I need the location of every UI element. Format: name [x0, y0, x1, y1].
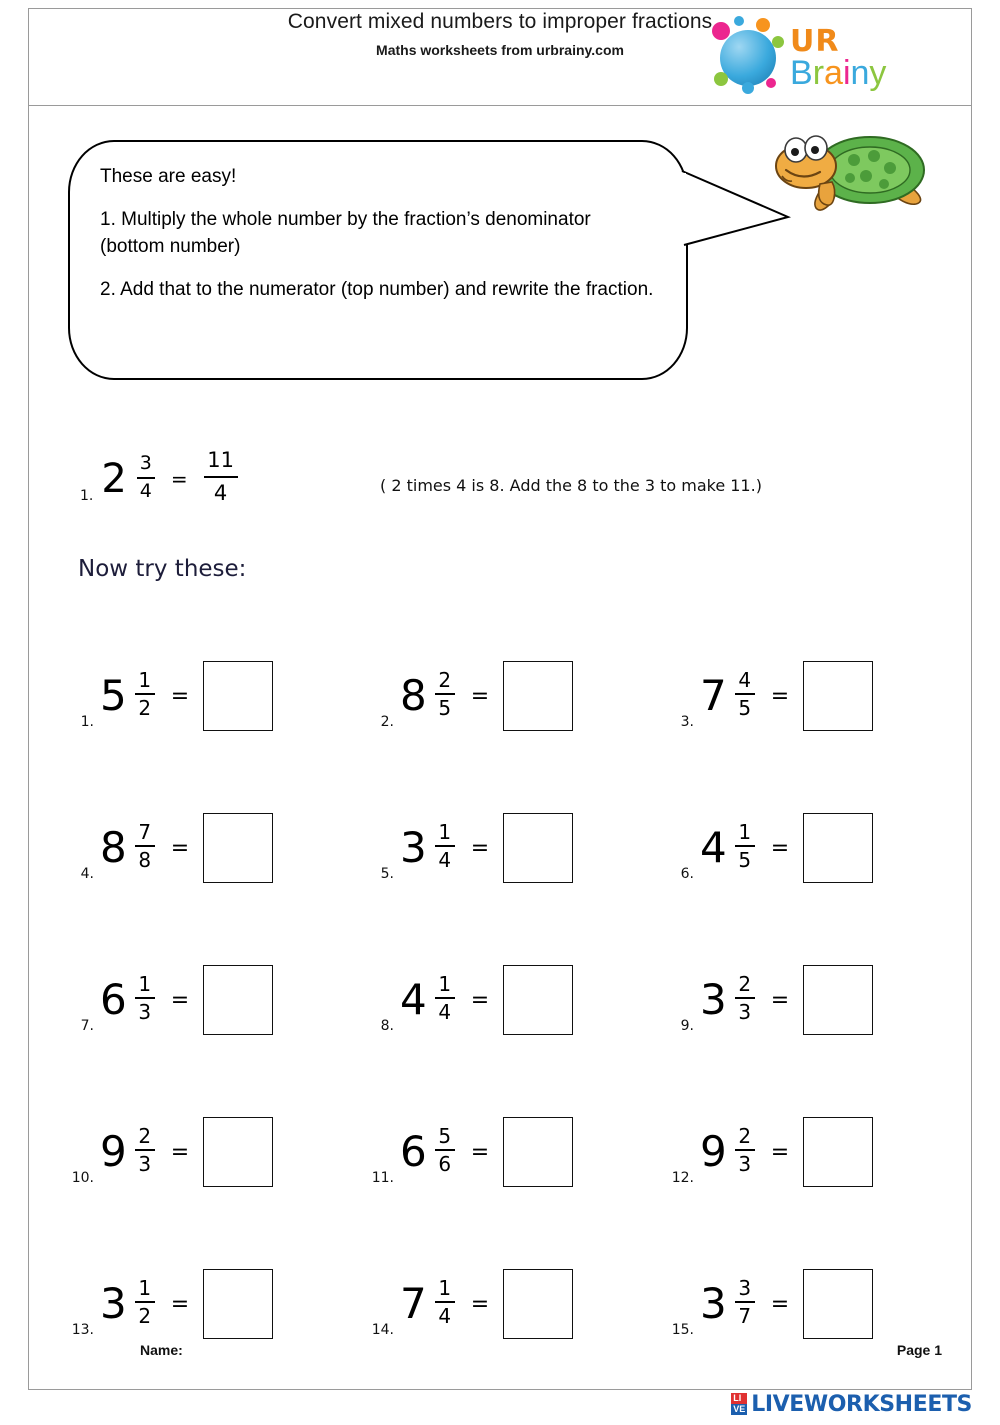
urbrainy-logo [712, 16, 942, 96]
question-denominator: 4 [438, 999, 452, 1024]
question-fraction [735, 973, 755, 1023]
question-number: 4. [80, 866, 94, 882]
equals-sign: = [470, 683, 490, 709]
page-subtitle: Maths worksheets from urbrainy.com [376, 42, 624, 58]
answer-input-3[interactable] [803, 661, 873, 731]
question-denominator: 4 [438, 1303, 452, 1328]
question-item [660, 924, 960, 1076]
equals-sign: = [170, 1291, 190, 1317]
fraction-bar [735, 1149, 755, 1151]
equals-sign: = [770, 1139, 790, 1165]
fraction-bar [435, 845, 455, 847]
equals-sign: = [470, 987, 490, 1013]
example-answer-fraction-bar [204, 476, 238, 478]
answer-input-12[interactable] [803, 1117, 873, 1187]
question-row [60, 924, 960, 1076]
logo-bubble-orange-icon [756, 18, 770, 32]
now-try-these-heading: Now try these: [78, 556, 247, 582]
speech-bubble-tail [680, 165, 810, 255]
question-whole-number: 8 [100, 823, 127, 872]
question-number: 1. [80, 714, 94, 730]
question-numerator: 1 [438, 819, 452, 844]
question-numerator: 1 [138, 667, 152, 692]
fraction-bar [135, 693, 155, 695]
badge-mark-top: LI [731, 1393, 747, 1404]
question-denominator: 4 [438, 847, 452, 872]
question-denominator: 2 [138, 695, 152, 720]
question-item [660, 1076, 960, 1228]
question-item [360, 620, 660, 772]
equals-sign: = [770, 1291, 790, 1317]
fraction-bar [135, 1149, 155, 1151]
question-fraction [735, 821, 755, 871]
question-item [360, 1076, 660, 1228]
question-fraction [435, 1277, 455, 1327]
logo-bubble-green2-icon [714, 72, 728, 86]
question-number: 12. [671, 1170, 694, 1186]
questions-grid [60, 620, 960, 1380]
question-number: 8. [380, 1018, 394, 1034]
question-number: 13. [71, 1322, 94, 1338]
question-number: 2. [380, 714, 394, 730]
example-note: ( 2 times 4 is 8. Add the 8 to the 3 to make 11.) [380, 476, 762, 495]
question-whole-number: 7 [700, 671, 727, 720]
question-fraction [735, 669, 755, 719]
answer-input-13[interactable] [203, 1269, 273, 1339]
question-fraction [735, 1277, 755, 1327]
answer-input-7[interactable] [203, 965, 273, 1035]
question-whole-number: 3 [400, 823, 427, 872]
question-row [60, 1076, 960, 1228]
fraction-bar [735, 693, 755, 695]
liveworksheets-badge[interactable] [731, 1391, 972, 1417]
example-answer-numerator: 11 [207, 448, 234, 472]
question-whole-number: 6 [100, 975, 127, 1024]
question-whole-number: 5 [100, 671, 127, 720]
fraction-bar [735, 845, 755, 847]
fraction-bar [435, 693, 455, 695]
liveworksheets-text: LIVEWORKSHEETS [751, 1391, 972, 1417]
logo-bubble-main-icon [720, 30, 776, 86]
equals-sign: = [770, 987, 790, 1013]
question-numerator: 1 [438, 1275, 452, 1300]
question-numerator: 1 [138, 1275, 152, 1300]
question-numerator: 2 [738, 971, 752, 996]
question-whole-number: 9 [700, 1127, 727, 1176]
question-denominator: 3 [138, 1151, 152, 1176]
question-item [660, 772, 960, 924]
question-numerator: 5 [438, 1123, 452, 1148]
equals-sign: = [470, 1139, 490, 1165]
instruction-line-3: 2. Add that to the numerator (top number) and rewrite the fraction. [100, 278, 654, 300]
question-whole-number: 4 [400, 975, 427, 1024]
question-number: 14. [371, 1322, 394, 1338]
answer-input-2[interactable] [503, 661, 573, 731]
question-whole-number: 3 [100, 1279, 127, 1328]
question-numerator: 2 [138, 1123, 152, 1148]
logo-ur-label: UR [790, 24, 840, 59]
question-denominator: 8 [138, 847, 152, 872]
example-whole-number: 2 [101, 455, 127, 502]
question-numerator: 2 [738, 1123, 752, 1148]
fraction-bar [735, 1301, 755, 1303]
question-numerator: 1 [738, 819, 752, 844]
fraction-bar [135, 1301, 155, 1303]
question-number: 7. [80, 1018, 94, 1034]
answer-input-5[interactable] [503, 813, 573, 883]
question-fraction [435, 821, 455, 871]
answer-input-8[interactable] [503, 965, 573, 1035]
question-numerator: 1 [438, 971, 452, 996]
question-numerator: 3 [738, 1275, 752, 1300]
question-item [60, 772, 360, 924]
question-denominator: 6 [438, 1151, 452, 1176]
question-item [60, 1228, 360, 1380]
question-denominator: 5 [738, 695, 752, 720]
question-number: 5. [380, 866, 394, 882]
example-numerator: 3 [139, 452, 152, 475]
equals-sign: = [170, 683, 190, 709]
answer-input-11[interactable] [503, 1117, 573, 1187]
question-denominator: 3 [738, 1151, 752, 1176]
instructions-speech-bubble [68, 140, 688, 380]
question-denominator: 5 [438, 695, 452, 720]
question-item [60, 924, 360, 1076]
question-item [60, 1076, 360, 1228]
question-fraction [435, 1125, 455, 1175]
question-fraction [435, 669, 455, 719]
logo-brainy-text: Brainy [790, 54, 887, 92]
logo-bubble-blue-small-icon [734, 16, 744, 26]
answer-input-10[interactable] [203, 1117, 273, 1187]
question-item [60, 620, 360, 772]
badge-mark-bottom: VE [733, 1404, 746, 1414]
example-number: 1. [80, 487, 94, 504]
answer-input-9[interactable] [803, 965, 873, 1035]
question-denominator: 3 [738, 999, 752, 1024]
question-row [60, 620, 960, 772]
fraction-bar [135, 997, 155, 999]
answer-input-6[interactable] [803, 813, 873, 883]
equals-sign: = [470, 1291, 490, 1317]
equals-sign: = [170, 987, 190, 1013]
question-whole-number: 8 [400, 671, 427, 720]
example-answer-fraction [204, 448, 238, 506]
question-fraction [435, 973, 455, 1023]
question-denominator: 2 [138, 1303, 152, 1328]
example-fraction-bar [137, 477, 155, 479]
page-number-label: Page 1 [896, 1342, 942, 1358]
fraction-bar [435, 1149, 455, 1151]
question-whole-number: 7 [400, 1279, 427, 1328]
question-numerator: 1 [138, 971, 152, 996]
logo-bubble-pink2-icon [766, 78, 776, 88]
header-divider [29, 105, 971, 106]
equals-sign: = [770, 683, 790, 709]
question-whole-number: 4 [700, 823, 727, 872]
instruction-line-2: 1. Multiply the whole number by the fraction’s denominator (bottom number) [100, 208, 591, 257]
question-numerator: 4 [738, 667, 752, 692]
answer-input-15[interactable] [803, 1269, 873, 1339]
logo-bubble-blue2-icon [742, 82, 754, 94]
question-numerator: 2 [438, 667, 452, 692]
fraction-bar [735, 997, 755, 999]
question-fraction [735, 1125, 755, 1175]
question-item [360, 924, 660, 1076]
question-fraction [135, 973, 155, 1023]
equals-sign: = [770, 835, 790, 861]
question-row [60, 772, 960, 924]
question-row [60, 1228, 960, 1380]
question-whole-number: 3 [700, 1279, 727, 1328]
question-whole-number: 9 [100, 1127, 127, 1176]
liveworksheets-mark-icon [731, 1393, 747, 1415]
instruction-line-1: These are easy! [100, 166, 237, 187]
question-item [360, 1228, 660, 1380]
question-number: 6. [680, 866, 694, 882]
question-numerator: 7 [138, 819, 152, 844]
question-item [660, 620, 960, 772]
question-fraction [135, 821, 155, 871]
answer-input-4[interactable] [203, 813, 273, 883]
question-whole-number: 6 [400, 1127, 427, 1176]
answer-input-1[interactable] [203, 661, 273, 731]
question-number: 11. [371, 1170, 394, 1186]
question-number: 15. [671, 1322, 694, 1338]
question-number: 9. [680, 1018, 694, 1034]
answer-input-14[interactable] [503, 1269, 573, 1339]
fraction-bar [435, 1301, 455, 1303]
question-fraction [135, 1125, 155, 1175]
equals-sign: = [170, 1139, 190, 1165]
example-equals-sign: = [170, 466, 188, 491]
equals-sign: = [170, 835, 190, 861]
page-title: Convert mixed numbers to improper fractions [287, 10, 713, 33]
question-denominator: 5 [738, 847, 752, 872]
question-denominator: 3 [138, 999, 152, 1024]
question-fraction [135, 669, 155, 719]
question-whole-number: 3 [700, 975, 727, 1024]
fraction-bar [135, 845, 155, 847]
question-fraction [135, 1277, 155, 1327]
question-denominator: 7 [738, 1303, 752, 1328]
equals-sign: = [470, 835, 490, 861]
example-denominator: 4 [139, 479, 152, 502]
name-label: Name: [140, 1342, 183, 1358]
worked-example [80, 448, 940, 518]
question-item [360, 772, 660, 924]
example-fraction [137, 453, 155, 502]
fraction-bar [435, 997, 455, 999]
example-answer-denominator: 4 [213, 480, 228, 505]
question-number: 10. [71, 1170, 94, 1186]
question-number: 3. [680, 714, 694, 730]
